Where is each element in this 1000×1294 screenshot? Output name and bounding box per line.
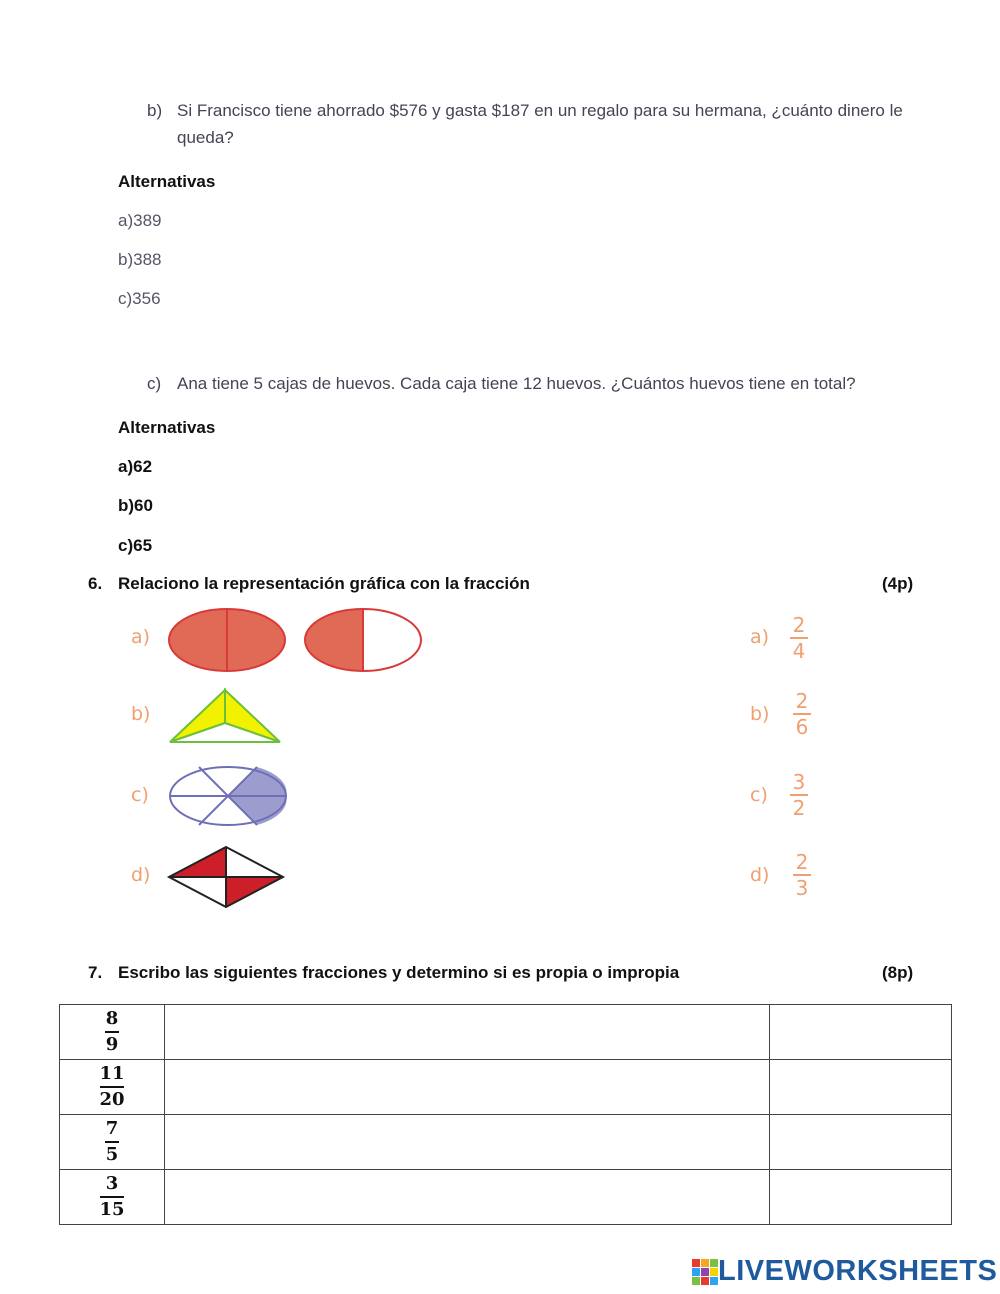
question-c-option-a[interactable]: a)62 xyxy=(118,457,153,476)
oval-full xyxy=(169,609,285,671)
fraction-cell xyxy=(60,1005,165,1060)
table-row xyxy=(60,1115,952,1170)
fraction-cell xyxy=(60,1170,165,1225)
classification-cell[interactable] xyxy=(770,1170,952,1225)
shape-label-b: b) xyxy=(131,703,151,725)
fraction-cell xyxy=(60,1060,165,1115)
section6-points: (4p) xyxy=(882,574,914,593)
fraction-d-den: 3 xyxy=(795,876,809,900)
fraction-bar xyxy=(105,1031,119,1033)
fraction-bar xyxy=(105,1141,119,1143)
row-1-num: 8 xyxy=(105,1008,119,1029)
section6-title: Relaciono la representación gráfica con la fracción xyxy=(118,574,530,593)
shape-label-a: a) xyxy=(131,626,151,648)
fraction-a xyxy=(790,614,808,662)
write-fraction-cell[interactable] xyxy=(165,1115,770,1170)
fraction-cell xyxy=(60,1115,165,1170)
row-4-den: 15 xyxy=(99,1199,125,1220)
row-4-num: 3 xyxy=(105,1173,119,1194)
fraction-c xyxy=(790,771,808,819)
shape-a-ovals xyxy=(165,604,427,676)
write-fraction-cell[interactable] xyxy=(165,1060,770,1115)
classification-cell[interactable] xyxy=(770,1005,952,1060)
fractions-table xyxy=(59,1004,952,1225)
question-b-text xyxy=(177,97,967,151)
table-row xyxy=(60,1005,952,1060)
section6-number: 6. xyxy=(88,574,103,593)
fraction-a-num: 2 xyxy=(792,613,806,637)
fraction-label-b: b) xyxy=(750,703,770,725)
row-2-den: 20 xyxy=(99,1089,125,1110)
table-row xyxy=(60,1060,952,1115)
question-b-line2: queda? xyxy=(177,128,234,147)
shape-d-rhombus xyxy=(166,844,286,910)
fraction-bar xyxy=(100,1196,124,1198)
fraction-d-num: 2 xyxy=(795,850,809,874)
fraction-label-c: c) xyxy=(750,784,768,806)
question-b-option-b[interactable]: b)388 xyxy=(118,250,162,269)
shape-c-circle xyxy=(166,764,290,828)
row-1-den: 9 xyxy=(105,1034,119,1055)
fraction-b-den: 6 xyxy=(795,715,809,739)
fraction-c-den: 2 xyxy=(792,796,806,820)
fraction-label-d: d) xyxy=(750,864,770,886)
question-b-option-a[interactable]: a)389 xyxy=(118,211,162,230)
fraction-a-den: 4 xyxy=(792,639,806,663)
liveworksheets-logo[interactable] xyxy=(692,1255,997,1288)
fraction-bar xyxy=(100,1086,124,1088)
question-c-text: Ana tiene 5 cajas de huevos. Cada caja tiene 12 huevos. ¿Cuántos huevos tiene en total? xyxy=(177,374,856,393)
section7-points: (8p) xyxy=(882,963,914,982)
question-b-option-c[interactable]: c)356 xyxy=(118,289,161,308)
row-3-num: 7 xyxy=(105,1118,119,1139)
question-c-option-b[interactable]: b)60 xyxy=(118,496,153,515)
liveworksheets-logo-icon xyxy=(692,1259,718,1285)
question-c-marker: c) xyxy=(147,374,162,393)
question-b-marker: b) xyxy=(147,101,163,120)
row-3-den: 5 xyxy=(105,1144,119,1165)
question-c-option-c[interactable]: c)65 xyxy=(118,536,153,555)
shape-label-c: c) xyxy=(131,784,149,806)
section7-title: Escribo las siguientes fracciones y determino si es propia o impropia xyxy=(118,963,680,982)
question-b-line1: Si Francisco tiene ahorrado $576 y gasta $187 en un regalo para su hermana, ¿cuánto dinero le xyxy=(177,101,903,120)
fraction-b-num: 2 xyxy=(795,689,809,713)
write-fraction-cell[interactable] xyxy=(165,1005,770,1060)
shape-label-d: d) xyxy=(131,864,151,886)
fraction-d xyxy=(793,851,811,899)
fraction-c-num: 3 xyxy=(792,770,806,794)
fraction-b xyxy=(793,690,811,738)
oval-half xyxy=(305,609,421,671)
liveworksheets-logo-text: LIVEWORKSHEETS xyxy=(718,1255,998,1287)
classification-cell[interactable] xyxy=(770,1060,952,1115)
fraction-label-a: a) xyxy=(750,626,770,648)
classification-cell[interactable] xyxy=(770,1115,952,1170)
question-c-alternatives-label: Alternativas xyxy=(118,418,216,437)
shape-b-triangle xyxy=(167,687,283,745)
row-2-num: 11 xyxy=(99,1063,125,1084)
question-b-alternatives-label: Alternativas xyxy=(118,172,216,191)
section7-number: 7. xyxy=(88,963,103,982)
table-row xyxy=(60,1170,952,1225)
write-fraction-cell[interactable] xyxy=(165,1170,770,1225)
